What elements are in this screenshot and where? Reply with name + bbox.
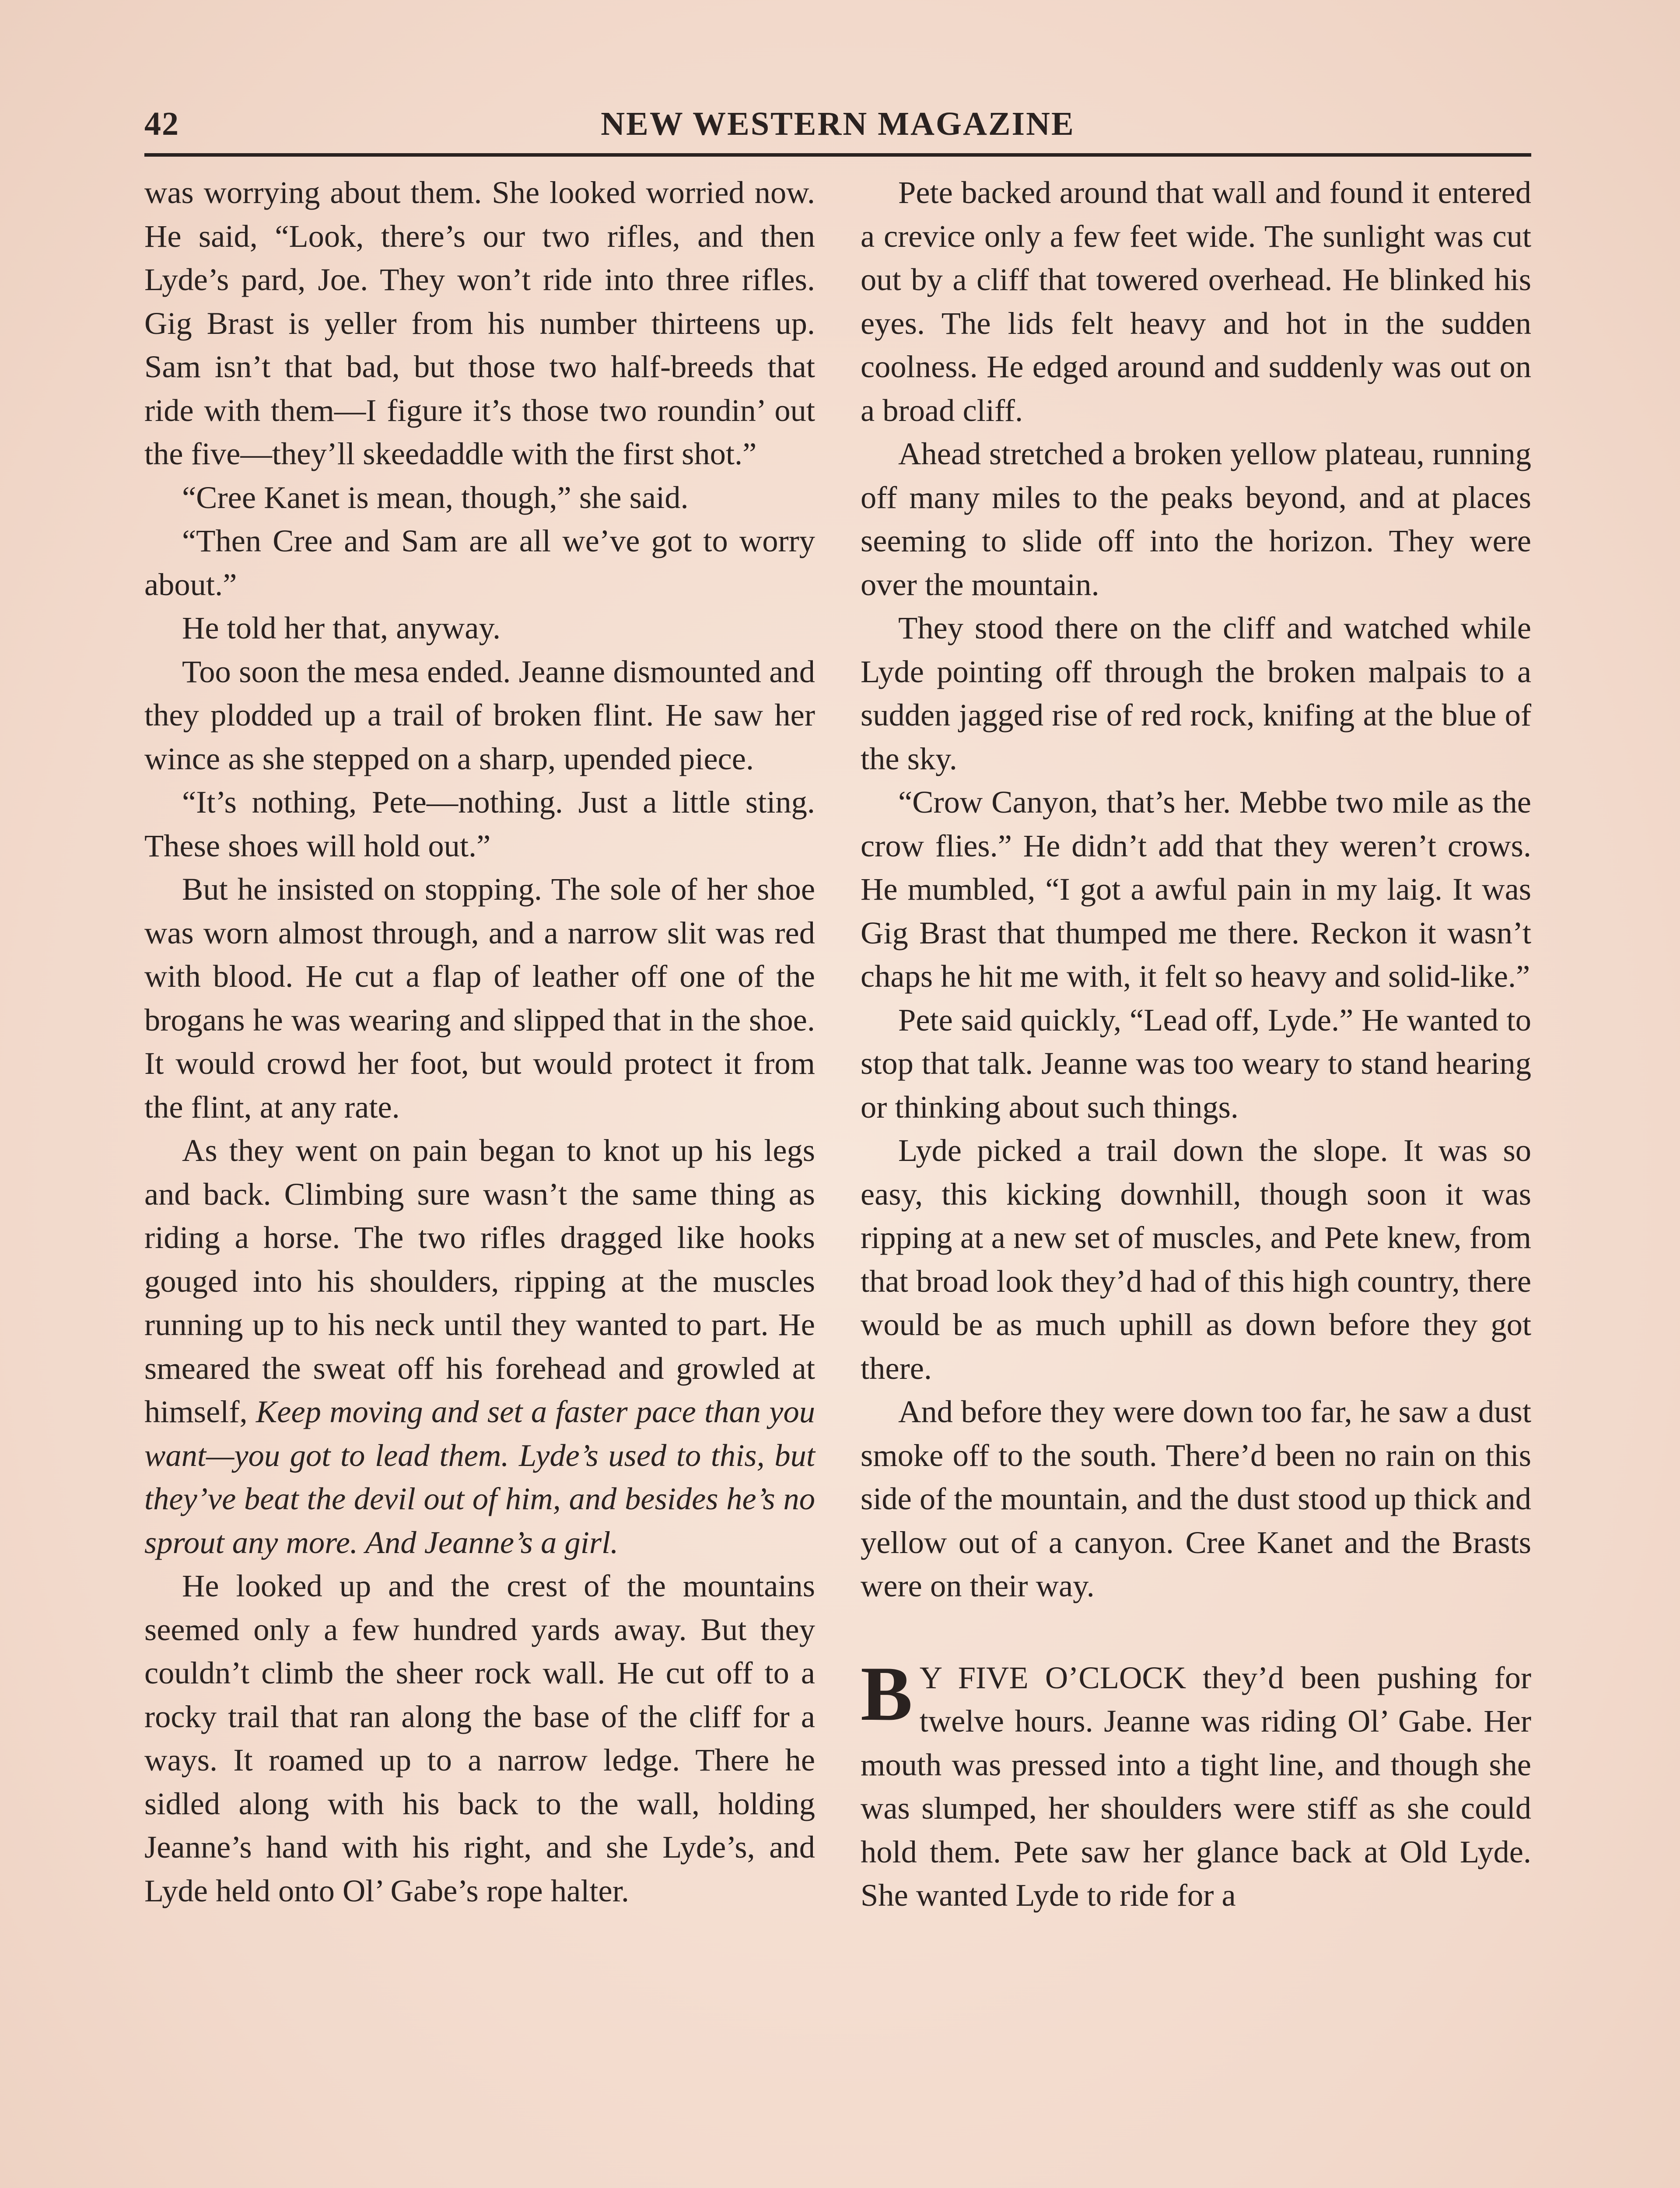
paragraph: was worrying about them. She looked worried now. He said, “Look, there’s our two rifles, and then Lyde’s pard, Joe. They won’t ride into three rifles. Gig Brast is yeller from his number thirteens up. Sam isn’t that bad, but those two half-breeds that ride with them—I figure it’s those two roundin’ out the five—they’ll skeedaddle with the first shot.” (144, 175, 815, 471)
paragraph: They stood there on the cliff and watched while Lyde pointing off through the broken malpais to a sudden jagged rise of red rock, knifing at the blue of the sky. (861, 610, 1531, 776)
paragraph: Lyde picked a trail down the slope. It was so easy, this kicking downhill, though soon it was ripping at a new set of muscles, and Pete knew, from that broad look they’d had of this high country, there would be as much uphill as down before they got there. (861, 1133, 1531, 1386)
paragraph: And before they were down too far, he saw a dust smoke off to the south. There’d been no rain on this side of the mountain, and the dust stood up thick and yellow out of a canyon. Cree Kanet and the Brasts were on their way. (861, 1394, 1531, 1603)
section-paragraph (861, 1650, 1531, 1917)
section-text: Y FIVE O’CLOCK they’d been pushing for twelve hours. Jeanne was riding Ol’ Gabe. Her mouth was pressed into a tight line, and though she was slumped, her shoulders were stiff as she could hold them. Pete saw her glance back at Old Lyde. She wanted Lyde to ride for a (861, 1659, 1531, 1913)
paragraph: “Cree Kanet is mean, though,” she said. (182, 479, 689, 515)
text-columns (144, 171, 1531, 1917)
paragraph: Ahead stretched a broken yellow plateau, running off many miles to the peaks beyond, and at places seeming to slide off into the horizon. They were over the mountain. (861, 436, 1531, 602)
right-column (861, 171, 1531, 1917)
magazine-title: NEW WESTERN MAGAZINE (601, 105, 1075, 142)
paragraph: But he insisted on stopping. The sole of her shoe was worn almost through, and a narrow slit was red with blood. He cut a flap of leather off one of the brogans he was wearing and slipped that in the shoe. It would crowd her foot, but would protect it from the flint, at any rate. (144, 871, 815, 1125)
paragraph: “Crow Canyon, that’s her. Mebbe two mile as the crow flies.” He didn’t add that they weren’t crows. He mumbled, “I got a awful pain in my laig. It was Gig Brast that thumped me there. Reckon it wasn’t chaps he hit me with, it felt so heavy and solid-like.” (861, 784, 1531, 994)
left-column (144, 171, 815, 1917)
paragraph: Too soon the mesa ended. Jeanne dismounted and they plodded up a trail of broken flint. He saw her wince as she stepped on a sharp, upended piece. (144, 653, 815, 776)
paragraph: “It’s nothing, Pete—nothing. Just a little sting. These shoes will hold out.” (144, 784, 815, 863)
drop-cap: B (861, 1650, 913, 1737)
paragraph: He looked up and the crest of the mountains seemed only a few hundred yards away. But they couldn’t climb the sheer rock wall. He cut off to a rocky trail that ran along the base of the cliff for a ways. It roamed up to a narrow ledge. There he sidled along with his back to the wall, holding Jeanne’s hand with his right, and she Lyde’s, and Lyde held onto Ol’ Gabe’s rope halter. (144, 1568, 815, 1908)
page-header (144, 105, 1531, 157)
paragraph: He told her that, anyway. (182, 610, 501, 645)
italic-thought: Keep moving and set a faster pace than you want—you got to lead them. Lyde’s used to this, but they’ve beat the devil out of him, and besides he’s no sprout any more. And Jeanne’s a girl. (144, 1394, 815, 1560)
paragraph-text: As they went on pain began to knot up his legs and back. Climbing sure wasn’t the same thing as riding a horse. The two rifles dragged like hooks gouged into his shoulders, ripping at the muscles running up to his neck until they wanted to part. He smeared the sweat off his forehead and growled at himself, (144, 1133, 815, 1429)
paragraph: Pete backed around that wall and found it entered a crevice only a few feet wide. The sunlight was cut out by a cliff that towered overhead. He blinked his eyes. The lids felt heavy and hot in the sudden coolness. He edged around and suddenly was out on a broad cliff. (861, 175, 1531, 428)
paragraph: “Then Cree and Sam are all we’ve got to worry about.” (144, 523, 815, 602)
paragraph-with-italics (144, 1129, 815, 1564)
page-number: 42 (144, 105, 179, 142)
paragraph: Pete said quickly, “Lead off, Lyde.” He wanted to stop that talk. Jeanne was too weary to stand hearing or thinking about such things. (861, 1002, 1531, 1125)
